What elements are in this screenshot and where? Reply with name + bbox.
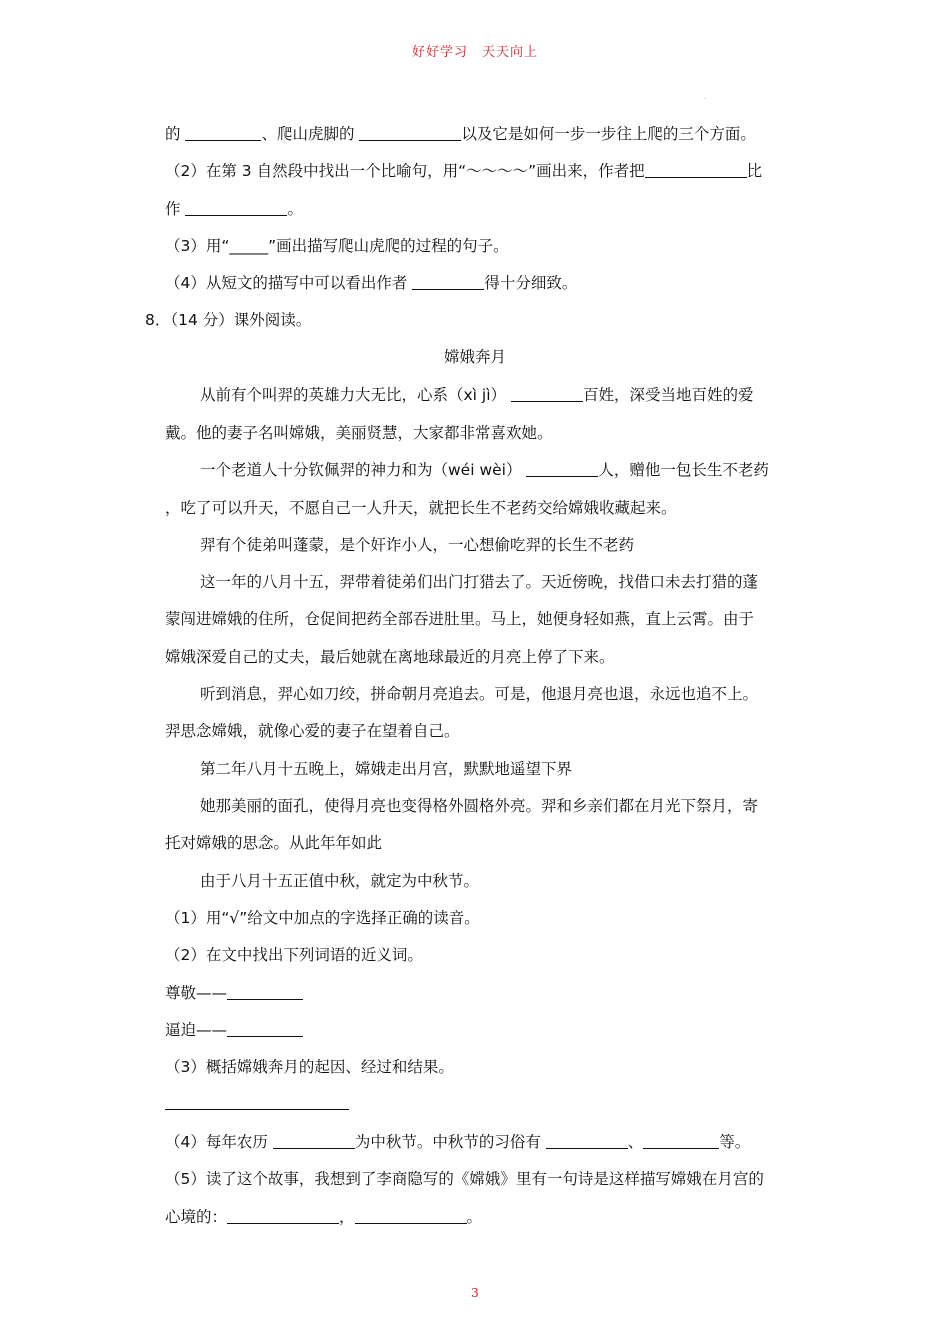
subquestion-3: （3）概括嫦娥奔月的起因、经过和结果。 [165, 1058, 454, 1076]
text: 为中秋节。中秋节的习俗有 [354, 1133, 541, 1151]
text: 等。 [719, 1133, 751, 1151]
passage-line: 嫦娥深爱自己的丈夫，最后她就在离地球最近的月亮上停了下来。 [165, 648, 615, 666]
answer-blank[interactable] [227, 1020, 303, 1037]
subquestion-2: （2）在文中找出下列词语的近义词。 [165, 946, 423, 964]
q7-line-3 [165, 198, 303, 220]
passage-line: 她那美丽的面孔，使得月亮也变得格外圆格外亮。羿和乡亲们都在月光下祭月，寄 [200, 797, 759, 815]
passage-line: 听到消息，羿心如刀绞，拼命朝月亮追去。可是，他退月亮也退，永远也追不上。 [200, 685, 759, 703]
answer-line[interactable] [165, 1109, 349, 1110]
passage-line: 戴。他的妻子名叫嫦娥，美丽贤慧，大家都非常喜欢她。 [165, 424, 553, 442]
text: 。 [287, 200, 303, 218]
text: （2）在第 3 自然段中找出一个比喻句，用“～～～～”画出来，作者把 [165, 162, 645, 180]
answer-blank[interactable] [355, 1207, 467, 1224]
subquestion-1: （1）用“√”给文中加点的字选择正确的读音。 [165, 909, 480, 927]
text: 百姓，深受当地百姓的爱 [582, 386, 754, 404]
text: 。 [466, 1208, 483, 1226]
answer-blank[interactable] [511, 385, 583, 402]
passage-line: 羿有个徒弟叫蓬蒙，是个奸诈小人，一心想偷吃羿的长生不老药 [200, 536, 635, 554]
synonym-item [165, 1019, 303, 1041]
passage-line [200, 459, 769, 481]
answer-blank[interactable] [227, 1207, 339, 1224]
answer-blank[interactable] [412, 273, 484, 290]
passage-line: ，吃了可以升天，不愿自己一人升天，就把长生不老药交给嫦娥收藏起来。 [165, 499, 677, 517]
q7-line-2 [165, 160, 762, 182]
subquestion-5: （5）读了这个故事，我想到了李商隐写的《嫦娥》里有一句诗是这样描写嫦娥在月宫的 [165, 1170, 764, 1188]
text: 比 [746, 162, 763, 180]
answer-blank[interactable] [643, 1132, 719, 1149]
text: 一个老道人十分钦佩羿的神力和为（wéi wèi） [200, 461, 522, 479]
text: 心境的： [165, 1208, 228, 1226]
passage-line [200, 384, 753, 406]
text: 从前有个叫羿的英雄力大无比，心系（xì jì） [200, 386, 507, 404]
text: 、 [627, 1133, 644, 1151]
answer-blank[interactable] [227, 983, 303, 1000]
text: 逼迫—— [165, 1021, 228, 1039]
text: ， [339, 1208, 355, 1226]
page-number: 3 [471, 1286, 479, 1300]
text: 作 [165, 200, 181, 218]
q7-line-5 [165, 272, 577, 294]
passage-line: 第二年八月十五晚上，嫦娥走出月宫，默默地遥望下界 [200, 760, 573, 778]
stray-mark: . [704, 92, 707, 101]
text: 以及它是如何一步一步往上爬的三个方面。 [461, 125, 756, 143]
q7-line-1 [165, 123, 756, 145]
synonym-item [165, 982, 303, 1004]
passage-title: 嫦娥奔月 [443, 348, 506, 366]
passage-line: 蒙闯进嫦娥的住所，仓促间把药全部吞进肚里。马上，她便身轻如燕，直上云霄。由于 [165, 610, 755, 628]
text: 得十分细致。 [484, 274, 578, 292]
answer-blank[interactable] [185, 124, 261, 141]
subquestion-5-answer [165, 1206, 482, 1228]
page-header: 好好学习 天天向上 [411, 45, 538, 60]
passage-line: 羿思念嫦娥，就像心爱的妻子在望着自己。 [165, 722, 460, 740]
text: （4）从短文的描写中可以看出作者 [165, 274, 408, 292]
q8-heading: 8．（14 分）课外阅读。 [145, 311, 312, 329]
answer-blank[interactable] [273, 1132, 355, 1149]
passage-line: 这一年的八月十五，羿带着徒弟们出门打猎去了。天近傍晚，找借口未去打猎的蓬 [200, 573, 759, 591]
passage-line: 由于八月十五正值中秋，就定为中秋节。 [200, 872, 480, 890]
q7-line-4: （3）用“_____”画出描写爬山虎爬的过程的句子。 [165, 237, 509, 255]
text: 人，赠他一包长生不老药 [598, 461, 769, 479]
answer-blank[interactable] [526, 460, 598, 477]
answer-blank[interactable] [645, 161, 747, 178]
passage-line: 托对嫦娥的思念。从此年年如此 [165, 834, 383, 852]
text: 尊敬—— [165, 984, 228, 1002]
answer-blank[interactable] [185, 199, 287, 216]
answer-blank[interactable] [546, 1132, 628, 1149]
answer-blank[interactable] [359, 124, 461, 141]
subquestion-4 [165, 1131, 750, 1153]
text: 的 [165, 125, 181, 143]
text: 、爬山虎脚的 [261, 125, 355, 143]
text: （4）每年农历 [165, 1133, 268, 1151]
